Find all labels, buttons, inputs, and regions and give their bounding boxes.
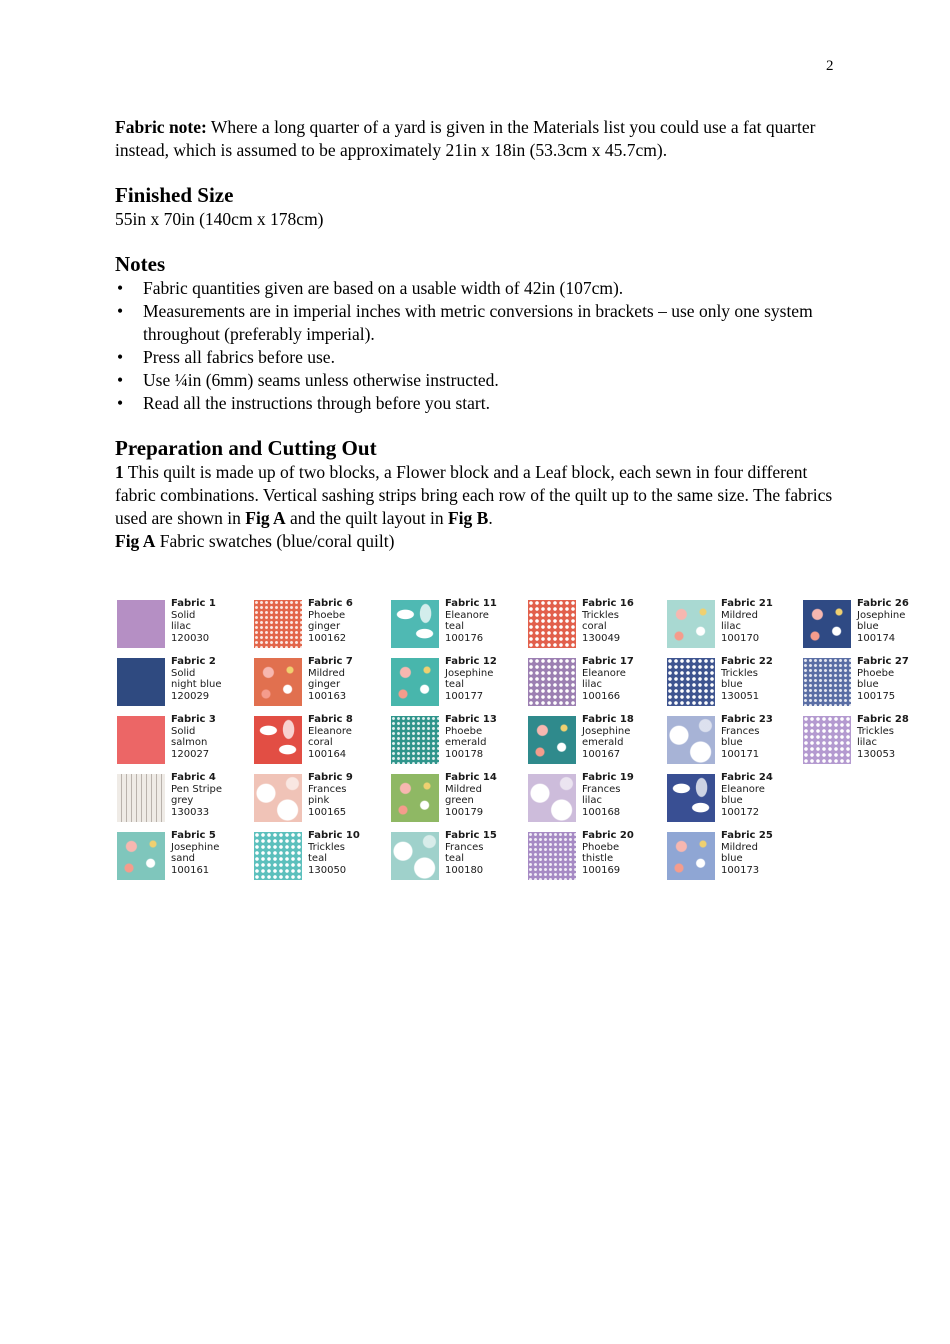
swatch-code: 100173 (721, 864, 760, 876)
fabric-swatch (254, 830, 394, 882)
swatch-number: Fabric 27 (857, 656, 909, 667)
swatch-name: Solid (171, 667, 196, 679)
fabric-swatch (391, 830, 531, 882)
notes-section (115, 251, 835, 415)
swatch-code: 100180 (445, 864, 484, 876)
bullet-icon: • (117, 347, 124, 367)
swatch-name: Mildred (308, 667, 345, 679)
swatch-number: Fabric 1 (171, 598, 216, 609)
swatch-number: Fabric 25 (721, 830, 773, 841)
swatch-code: 120030 (171, 632, 210, 644)
fabric-swatch (117, 714, 257, 766)
swatch-colorway: lilac (857, 737, 877, 749)
swatch-code: 100175 (857, 690, 896, 702)
swatch-color (803, 600, 851, 648)
swatch-name: Josephine (445, 667, 494, 679)
swatch-label (308, 714, 353, 760)
swatch-label (445, 830, 497, 876)
swatch-colorway: night blue (171, 679, 222, 691)
swatch-label (721, 830, 773, 876)
swatch-colorway: blue (721, 853, 743, 865)
swatch-colorway: teal (445, 621, 464, 633)
swatch-name: Mildred (445, 783, 482, 795)
fig-b-ref: Fig B (447, 508, 489, 528)
swatch-code: 130049 (582, 632, 621, 644)
swatch-color (391, 774, 439, 822)
swatch-colorway: green (445, 795, 474, 807)
swatch-name: Solid (171, 725, 196, 737)
swatch-colorway: emerald (582, 737, 624, 749)
swatch-color (528, 774, 576, 822)
swatch-code: 100165 (308, 806, 347, 818)
swatch-code: 100169 (582, 864, 621, 876)
preparation-section (115, 435, 835, 530)
finished-size-heading: Finished Size (115, 183, 234, 207)
finished-size-section (115, 182, 835, 231)
swatch-label (445, 714, 497, 760)
swatch-color (667, 716, 715, 764)
swatch-colorway: coral (308, 737, 333, 749)
swatch-color (391, 600, 439, 648)
fabric-swatch (528, 598, 668, 650)
swatch-label (721, 656, 773, 702)
bullet-icon: • (117, 301, 124, 321)
swatch-color (254, 658, 302, 706)
swatch-number: Fabric 3 (171, 714, 216, 725)
swatch-number: Fabric 15 (445, 830, 497, 841)
swatch-code: 100164 (308, 748, 347, 760)
swatch-color (117, 600, 165, 648)
swatch-name: Frances (582, 783, 621, 795)
swatch-colorway: blue (721, 679, 743, 691)
page-number: 2 (826, 58, 834, 74)
swatch-color (117, 774, 165, 822)
swatch-name: Eleanore (445, 609, 489, 621)
swatch-label (308, 656, 353, 702)
swatch-code: 130050 (308, 864, 347, 876)
swatch-label (171, 772, 222, 818)
swatch-colorway: teal (445, 853, 464, 865)
swatch-name: Frances (721, 725, 760, 737)
fabric-swatch (391, 598, 531, 650)
swatch-number: Fabric 20 (582, 830, 634, 841)
fabric-swatch (117, 772, 257, 824)
swatch-color (667, 774, 715, 822)
swatch-color (391, 658, 439, 706)
swatch-colorway: teal (445, 679, 464, 691)
swatch-colorway: pink (308, 795, 330, 807)
swatch-number: Fabric 21 (721, 598, 773, 609)
swatch-colorway: blue (721, 795, 743, 807)
fabric-note-text: Where a long quarter of a yard is given in the Materials list you could use a fat quarter instead, which is assumed to be approximately 21in x 18in (53.3cm x 45.7cm). (115, 117, 816, 160)
swatch-label (721, 598, 773, 644)
swatch-name: Mildred (721, 841, 758, 853)
swatch-name: Pen Stripe (171, 783, 223, 795)
swatch-number: Fabric 8 (308, 714, 353, 725)
swatch-colorway: lilac (582, 795, 602, 807)
swatch-code: 100166 (582, 690, 621, 702)
swatch-colorway: coral (582, 621, 607, 633)
swatch-number: Fabric 22 (721, 656, 773, 667)
swatch-color (667, 832, 715, 880)
fabric-swatch (803, 598, 943, 650)
swatch-color (391, 716, 439, 764)
swatch-name: Eleanore (721, 783, 765, 795)
swatch-code: 120029 (171, 690, 210, 702)
swatch-colorway: lilac (721, 621, 741, 633)
swatch-name: Josephine (857, 609, 906, 621)
swatch-code: 100174 (857, 632, 896, 644)
swatch-color (528, 832, 576, 880)
fabric-swatch (803, 656, 943, 708)
figure-caption-text: Fabric swatches (blue/coral quilt) (155, 531, 395, 551)
swatch-color (254, 774, 302, 822)
list-item: • Press all fabrics before use. (117, 347, 335, 367)
swatch-label (308, 772, 353, 818)
fabric-note-label: Fabric note: (115, 117, 207, 137)
swatch-color (117, 658, 165, 706)
swatch-code: 130053 (857, 748, 896, 760)
swatch-code: 100163 (308, 690, 347, 702)
bullet-icon: • (117, 393, 124, 413)
swatch-label (171, 656, 222, 702)
swatch-label (308, 598, 353, 644)
swatch-color (391, 832, 439, 880)
swatch-color (254, 716, 302, 764)
list-item: • Measurements are in imperial inches with metric conversions in brackets – use only one system throughout (preferably imperial). (117, 301, 813, 344)
swatch-label (445, 772, 497, 818)
swatch-colorway: lilac (171, 621, 191, 633)
swatch-label (445, 656, 497, 702)
swatch-code: 100172 (721, 806, 760, 818)
swatch-code: 100177 (445, 690, 484, 702)
swatch-name: Frances (308, 783, 347, 795)
swatch-name: Solid (171, 609, 196, 621)
swatch-number: Fabric 9 (308, 772, 353, 783)
swatch-name: Phoebe (308, 609, 346, 621)
swatch-colorway: emerald (445, 737, 487, 749)
fabric-swatch (254, 656, 394, 708)
fabric-swatch (528, 772, 668, 824)
swatch-name: Josephine (171, 841, 220, 853)
swatch-code: 130051 (721, 690, 760, 702)
swatch-code: 120027 (171, 748, 210, 760)
fabric-swatch (667, 830, 807, 882)
swatch-number: Fabric 16 (582, 598, 634, 609)
swatch-label (171, 830, 219, 876)
fabric-swatch (667, 656, 807, 708)
swatch-color (667, 600, 715, 648)
fabric-swatch (117, 656, 257, 708)
swatch-code: 100171 (721, 748, 760, 760)
swatch-number: Fabric 26 (857, 598, 909, 609)
swatch-color (254, 832, 302, 880)
swatch-color (528, 658, 576, 706)
swatch-color (528, 716, 576, 764)
swatch-label (721, 714, 773, 760)
fabric-swatch (117, 598, 257, 650)
fabric-swatch-grid (117, 598, 917, 888)
swatch-colorway: ginger (308, 621, 341, 633)
swatch-number: Fabric 7 (308, 656, 353, 667)
page-content (115, 116, 835, 553)
swatch-number: Fabric 12 (445, 656, 497, 667)
swatch-colorway: blue (857, 679, 879, 691)
swatch-code: 100170 (721, 632, 760, 644)
swatch-number: Fabric 19 (582, 772, 634, 783)
fabric-swatch (117, 830, 257, 882)
swatch-code: 100168 (582, 806, 621, 818)
swatch-number: Fabric 18 (582, 714, 634, 725)
swatch-number: Fabric 10 (308, 830, 360, 841)
swatch-name: Frances (445, 841, 484, 853)
swatch-label (582, 598, 634, 644)
swatch-label (445, 598, 497, 644)
swatch-color (528, 600, 576, 648)
fabric-swatch (391, 772, 531, 824)
swatch-label (857, 598, 909, 644)
swatch-number: Fabric 28 (857, 714, 909, 725)
swatch-number: Fabric 4 (171, 772, 216, 783)
swatch-code: 100179 (445, 806, 484, 818)
swatch-colorway: grey (171, 795, 194, 807)
swatch-colorway: ginger (308, 679, 341, 691)
swatch-number: Fabric 5 (171, 830, 216, 841)
swatch-colorway: thistle (582, 853, 614, 865)
fabric-note (115, 116, 835, 162)
swatch-label (308, 830, 360, 876)
step-number: 1 (115, 462, 124, 482)
swatch-label (582, 772, 634, 818)
swatch-number: Fabric 17 (582, 656, 634, 667)
fabric-swatch (667, 598, 807, 650)
swatch-code: 100161 (171, 864, 210, 876)
swatch-code: 100176 (445, 632, 484, 644)
swatch-number: Fabric 24 (721, 772, 773, 783)
list-item: • Use ¼in (6mm) seams unless otherwise instructed. (117, 370, 499, 390)
figure-label: Fig A (115, 531, 156, 551)
swatch-colorway: lilac (582, 679, 602, 691)
fabric-swatch (667, 714, 807, 766)
swatch-label (582, 830, 634, 876)
swatch-label (857, 714, 909, 760)
figure-caption (115, 530, 835, 553)
swatch-name: Phoebe (857, 667, 895, 679)
swatch-name: Josephine (582, 725, 631, 737)
swatch-colorway: blue (721, 737, 743, 749)
swatch-label (582, 656, 634, 702)
swatch-name: Trickles (721, 667, 758, 679)
swatch-color (117, 832, 165, 880)
swatch-label (857, 656, 909, 702)
swatch-color (803, 658, 851, 706)
swatch-name: Phoebe (582, 841, 620, 853)
swatch-code: 100167 (582, 748, 621, 760)
swatch-number: Fabric 23 (721, 714, 773, 725)
fabric-swatch (528, 830, 668, 882)
swatch-code: 130033 (171, 806, 210, 818)
swatch-number: Fabric 14 (445, 772, 497, 783)
swatch-color (254, 600, 302, 648)
swatch-number: Fabric 11 (445, 598, 497, 609)
fig-a-ref: Fig A (245, 508, 286, 528)
swatch-label (721, 772, 773, 818)
swatch-name: Phoebe (445, 725, 483, 737)
swatch-colorway: teal (308, 853, 327, 865)
fabric-swatch (528, 656, 668, 708)
swatch-code: 100178 (445, 748, 484, 760)
fabric-swatch (254, 714, 394, 766)
fabric-swatch (254, 772, 394, 824)
fabric-swatch (528, 714, 668, 766)
swatch-code: 100162 (308, 632, 347, 644)
swatch-name: Trickles (857, 725, 894, 737)
swatch-colorway: blue (857, 621, 879, 633)
swatch-name: Trickles (582, 609, 619, 621)
fabric-swatch (803, 714, 943, 766)
swatch-name: Trickles (308, 841, 345, 853)
swatch-number: Fabric 6 (308, 598, 353, 609)
bullet-icon: • (117, 370, 124, 390)
swatch-color (117, 716, 165, 764)
notes-list (115, 277, 835, 415)
swatch-name: Mildred (721, 609, 758, 621)
swatch-colorway: sand (171, 853, 196, 865)
swatch-colorway: salmon (171, 737, 208, 749)
swatch-label (171, 598, 216, 644)
swatch-name: Eleanore (582, 667, 626, 679)
preparation-heading: Preparation and Cutting Out (115, 436, 377, 460)
list-item: • Read all the instructions through before you start. (117, 393, 491, 413)
swatch-color (667, 658, 715, 706)
swatch-name: Eleanore (308, 725, 352, 737)
bullet-icon: • (117, 278, 124, 298)
fabric-swatch (391, 656, 531, 708)
swatch-label (582, 714, 634, 760)
fabric-swatch (391, 714, 531, 766)
preparation-step-1: 1 This quilt is made up of two blocks, a Flower block and a Leaf block, each sewn in four different fabric combinations. Vertical sashing strips bring each row of the quilt up to the same size. The fabrics used are shown in Fig A and the quilt layout in Fig B. (115, 462, 833, 528)
swatch-number: Fabric 2 (171, 656, 216, 667)
fabric-swatch (254, 598, 394, 650)
notes-heading: Notes (115, 252, 166, 276)
finished-size-text: 55in x 70in (140cm x 178cm) (115, 209, 324, 229)
list-item: • Fabric quantities given are based on a usable width of 42in (107cm). (117, 278, 624, 298)
fabric-swatch (667, 772, 807, 824)
swatch-color (803, 716, 851, 764)
swatch-number: Fabric 13 (445, 714, 497, 725)
swatch-label (171, 714, 216, 760)
